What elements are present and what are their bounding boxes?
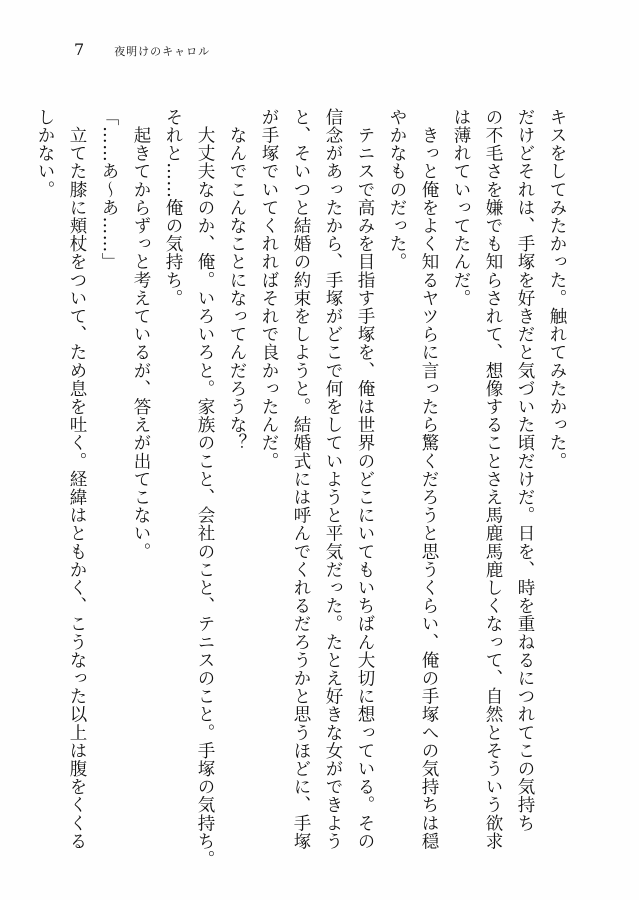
text-line: やかなものだった。 xyxy=(387,108,407,271)
text-line: と、そいつと結婚の約束をしようと。結婚式には呼んでくれるだろうかと思うほどに、手塚 xyxy=(291,108,311,851)
text-line: キスをしてみたかった。触れてみたかった。 xyxy=(547,108,567,470)
text-line: 信念があったから、手塚がどこで何をしていようと平気だった。たとえ好きな女ができよう xyxy=(323,108,343,851)
text-line: テニスで高みを目指す手塚を、俺は世界のどこにいてもいちばん大切に想っている。その xyxy=(355,108,375,851)
text-line: なんでこんなことになってんだろうな？ xyxy=(227,108,247,452)
page-number: 7 xyxy=(74,40,85,59)
text-line: 立てた膝に頬杖をついて、ため息を吐く。経緯はともかく、こうなった以上は腹をくくる xyxy=(67,108,87,851)
text-line: は薄れていってたんだ。 xyxy=(451,108,471,308)
text-line: しかない。 xyxy=(35,108,55,199)
body-text-vertical xyxy=(35,108,573,870)
text-line: が手塚でいてくれればそれで良かったんだ。 xyxy=(259,108,279,470)
text-line: 起きてからずっと考えているが、答えが出てこない。 xyxy=(131,108,151,561)
text-line: 大丈夫なのか、俺。いろいろと。家族のこと、会社のこと、テニスのこと。手塚の気持ち。 xyxy=(195,108,215,869)
text-line: それと……俺の気持ち。 xyxy=(163,108,183,308)
text-line: だけどそれは、手塚を好きだと気づいた頃だけだ。日を、時を重ねるにつれてこの気持ち xyxy=(515,108,535,832)
page-header xyxy=(74,40,210,64)
text-line: 「……あ～あ……」 xyxy=(99,108,119,271)
running-head-title: 夜明けのキャロル xyxy=(114,45,211,58)
text-line: の不毛さを嫌でも知らされて、想像することさえ馬鹿馬鹿しくなって、自然とそういう欲求 xyxy=(483,108,503,851)
text-line: きっと俺をよく知るヤツらに言ったら驚くだろうと思うくらい、俺の手塚への気持ちは穏 xyxy=(419,108,439,851)
